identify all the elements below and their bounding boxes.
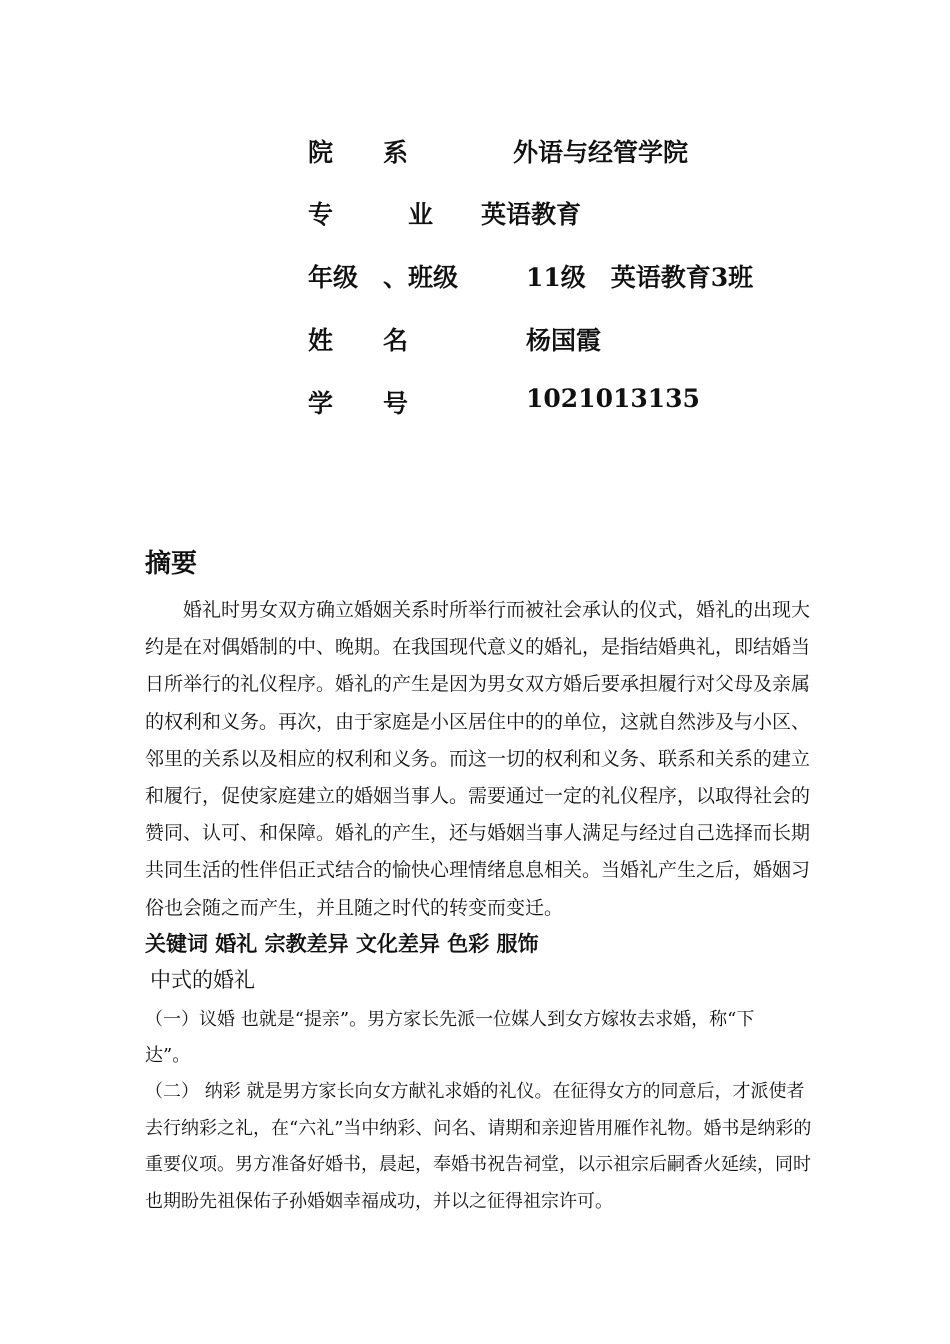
department-value: 外语与经管学院 — [513, 138, 689, 167]
list-item-proposal: （一）议婚 也就是“提亲”。男方家长先派一位媒人到女方嫁妆去求婚，称“下 达”。 — [145, 1009, 791, 1066]
section-title: 中式的婚礼 — [150, 968, 255, 992]
student-id-value: 1021013135 — [526, 384, 700, 413]
major-label: 专 业 — [308, 200, 434, 229]
major-value: 英语教育 — [481, 200, 582, 229]
keywords-line: 关键词 婚礼 宗教差异 文化差异 色彩 服饰 — [145, 931, 539, 956]
abstract-paragraph: 婚礼时男女双方确立婚姻关系时所举行而被社会承认的仪式，婚礼的出现大约是在对偶婚制的中、晚期。在我国现代意义的婚礼，是指结婚典礼，即结婚当日所举行的礼仪程序。婚礼的产生是因为男女双方婚后要承担履行对父母及亲属的权利和义务。再次，由于家庭是小区居住中的的单位，这就自然涉及与小区、邻里的关系以及相应的权利和义务。而这一切的权利和义务、联系和关系的建立和履行，促使家庭建立的婚姻当事人。需要通过一定的礼仪程序，以取得社会的赞同、认可、和保障。婚礼的产生，还与婚姻当事人满足与经过自己选择而长期共同生活的性伴侣正式结合的愉快心理情绪息息相关。当婚礼产生之后，婚姻习俗也会随之而产生，并且随之时代的转变而变迁。 — [145, 599, 811, 919]
class-value: 11级 英语教育3班 — [526, 263, 754, 292]
name-value: 杨国霞 — [526, 326, 602, 355]
class-label: 年级 、班级 — [308, 263, 459, 292]
list-item-gift: （二） 纳彩 就是男方家长向女方献礼求婚的礼仪。在征得女方的同意后，才派使者去行纳彩之礼，在“六礼”当中纳彩、问名、请期和亲迎皆用雁作礼物。婚书是纳彩的重要仪项。男方准备好婚书，晨起，奉婚书祝告祠堂，以示祖宗后嗣香火延续，同时也期盼先祖保佑子孙婚姻幸福成功，并以之征得祖宗许可。 — [145, 1081, 812, 1212]
department-label: 院 系 — [308, 138, 409, 167]
abstract-heading: 摘要 — [145, 549, 198, 579]
name-label: 姓 名 — [308, 326, 409, 355]
student-id-label: 学 号 — [308, 389, 409, 418]
